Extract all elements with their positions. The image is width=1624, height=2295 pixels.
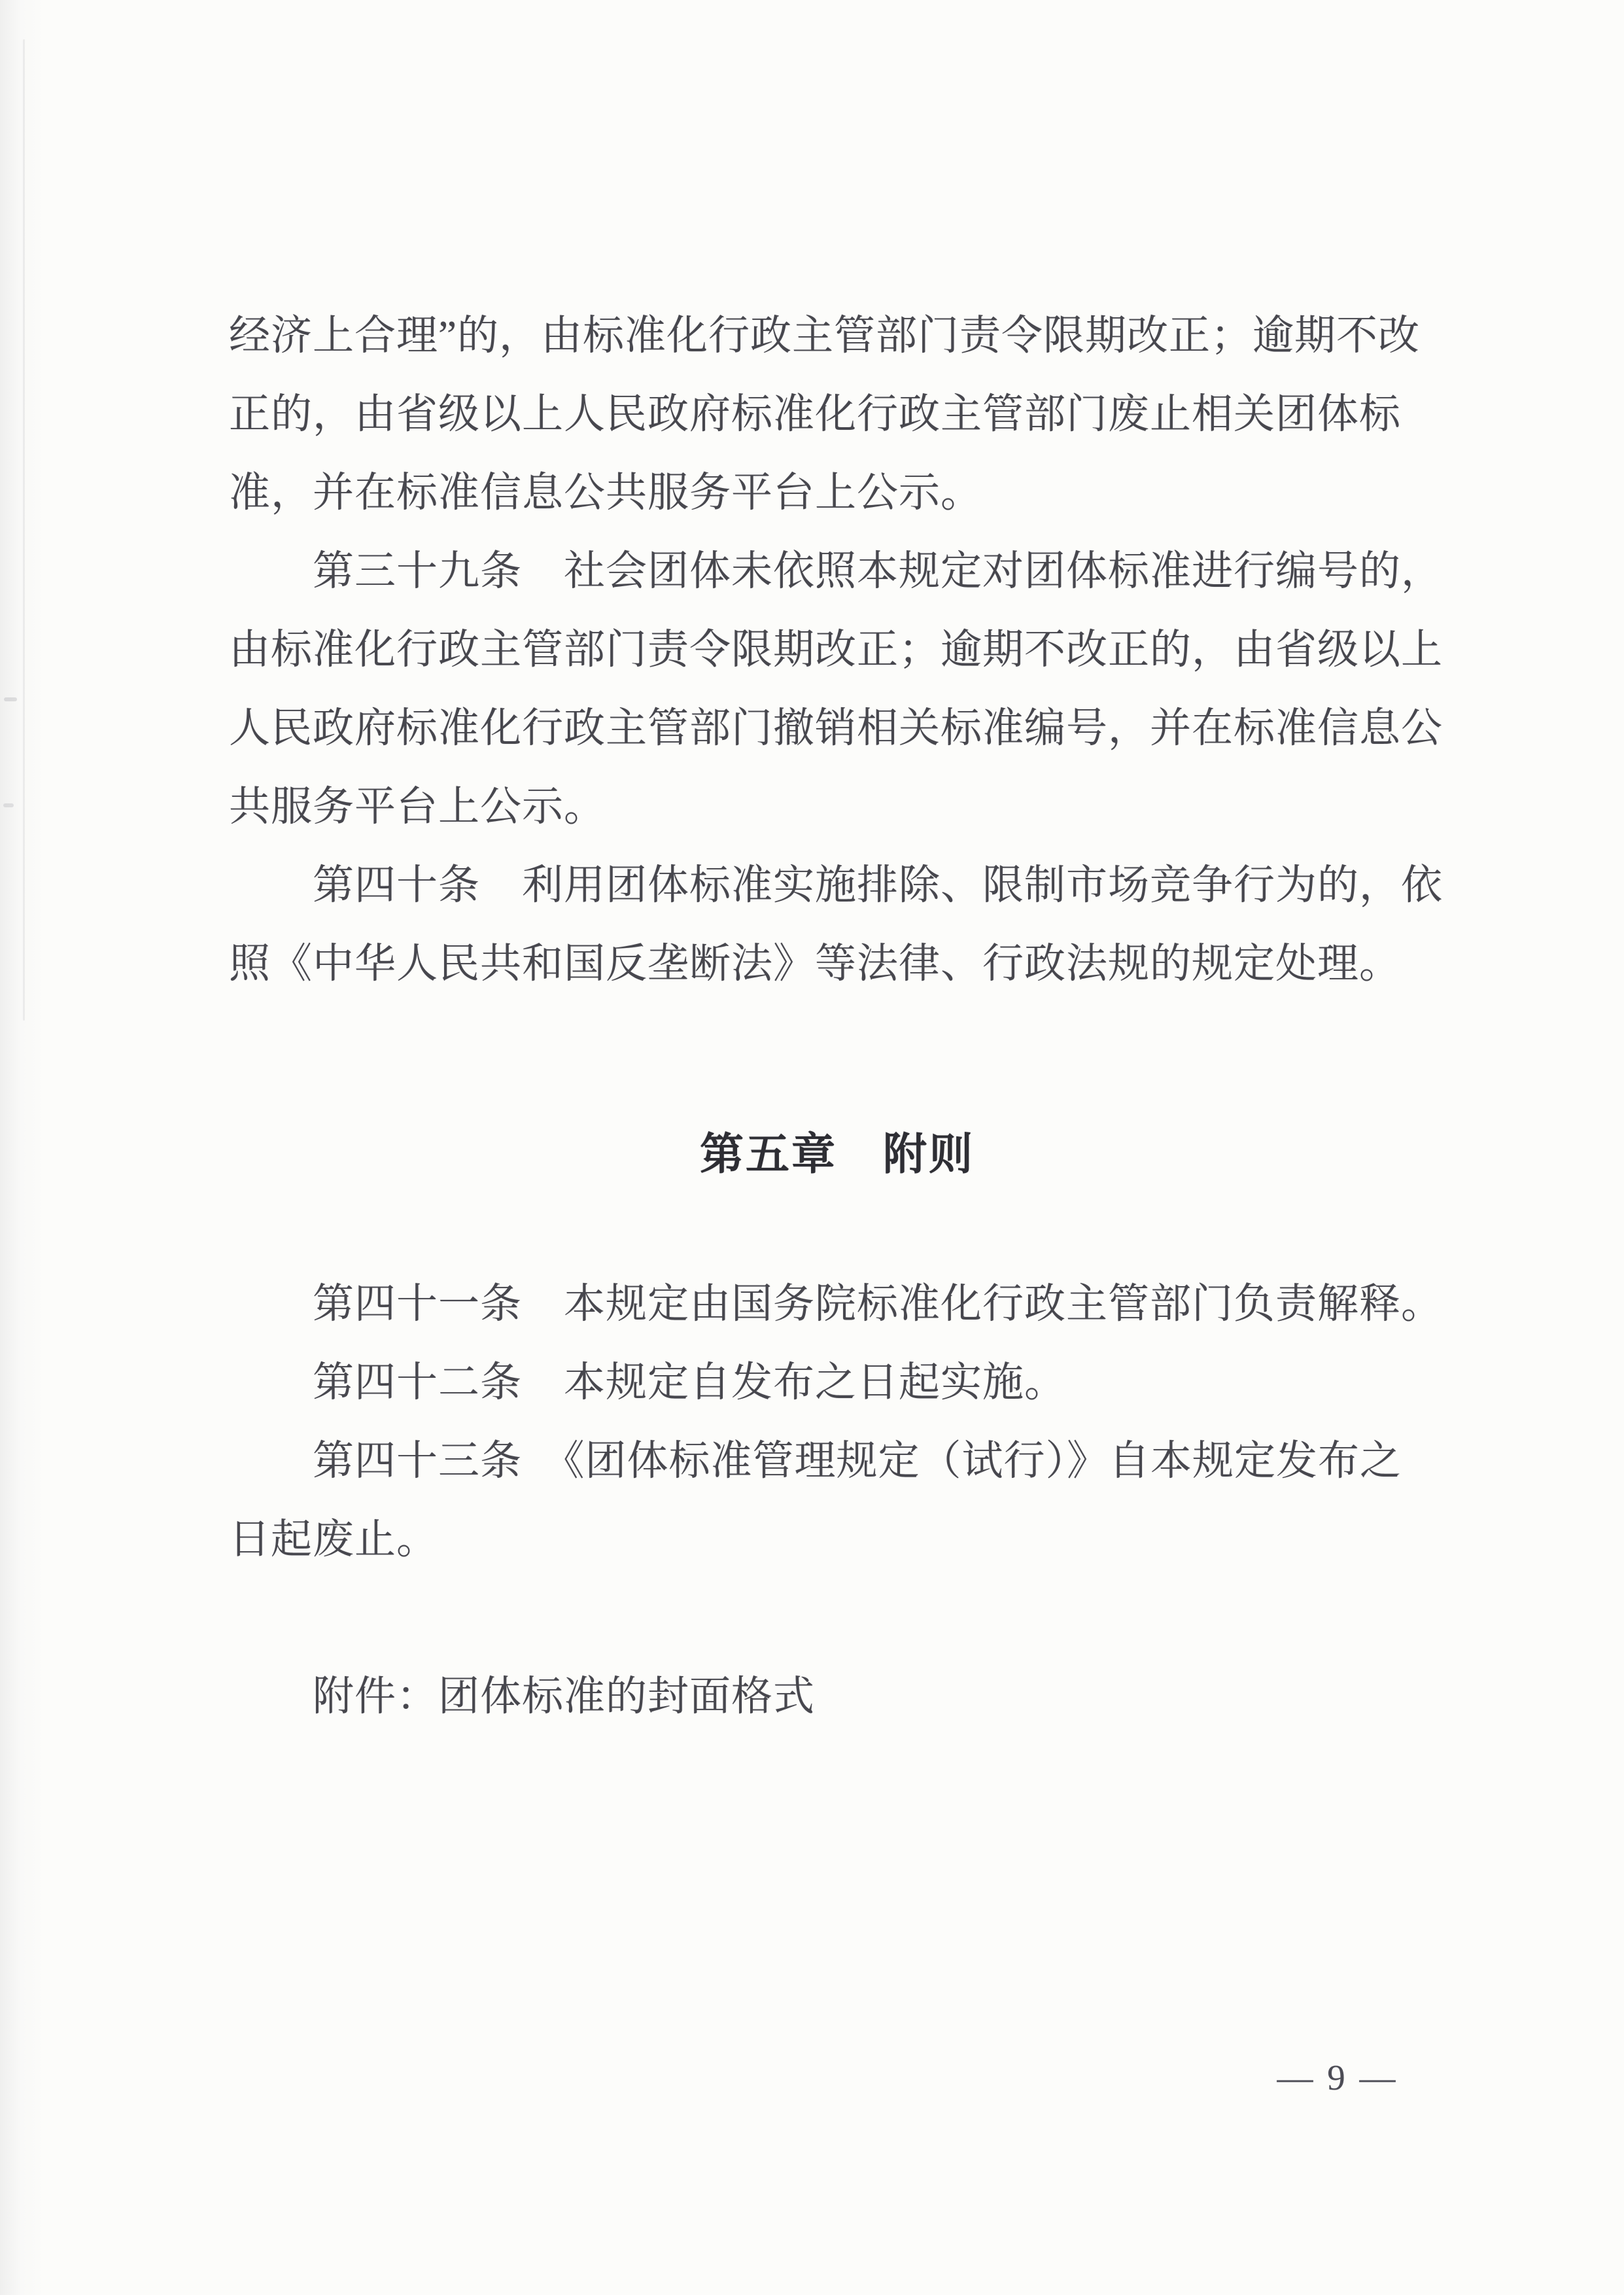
page-number: — 9 — xyxy=(1277,2058,1398,2097)
attachment-note: 附件：团体标准的封面格式 xyxy=(313,1673,815,1719)
scan-artifact-mark xyxy=(3,803,14,807)
document-line-article-39: 第三十九条 社会团体未依照本规定对团体标准进行编号的， xyxy=(313,548,1443,594)
document-line: 共服务平台上公示。 xyxy=(229,784,606,830)
document-line: 正的，由省级以上人民政府标准化行政主管部门废止相关团体标 xyxy=(229,391,1401,437)
scan-artifact-mark xyxy=(4,697,17,701)
document-line: 照《中华人民共和国反垄断法》等法律、行政法规的规定处理。 xyxy=(229,941,1401,987)
document-line-article-41: 第四十一条 本规定由国务院标准化行政主管部门负责解释。 xyxy=(313,1281,1443,1327)
document-line: 准，并在标准信息公共服务平台上公示。 xyxy=(229,470,982,516)
scan-artifact-streak xyxy=(23,39,25,1021)
chapter-heading: 第五章 附则 xyxy=(700,1130,975,1179)
document-line-article-43: 第四十三条 《团体标准管理规定（试行）》自本规定发布之 xyxy=(313,1438,1402,1484)
document-body xyxy=(229,296,1445,1736)
document-line-article-42: 第四十二条 本规定自发布之日起实施。 xyxy=(313,1359,1066,1405)
document-line: 人民政府标准化行政主管部门撤销相关标准编号，并在标准信息公 xyxy=(229,705,1443,751)
document-line: 由标准化行政主管部门责令限期改正；逾期不改正的，由省级以上 xyxy=(229,627,1443,673)
document-line-article-40: 第四十条 利用团体标准实施排除、限制市场竞争行为的，依 xyxy=(313,862,1443,908)
document-line: 经济上合理”的，由标准化行政主管部门责令限期改正；逾期不改 xyxy=(229,313,1420,359)
document-line: 日起废止。 xyxy=(229,1516,438,1562)
